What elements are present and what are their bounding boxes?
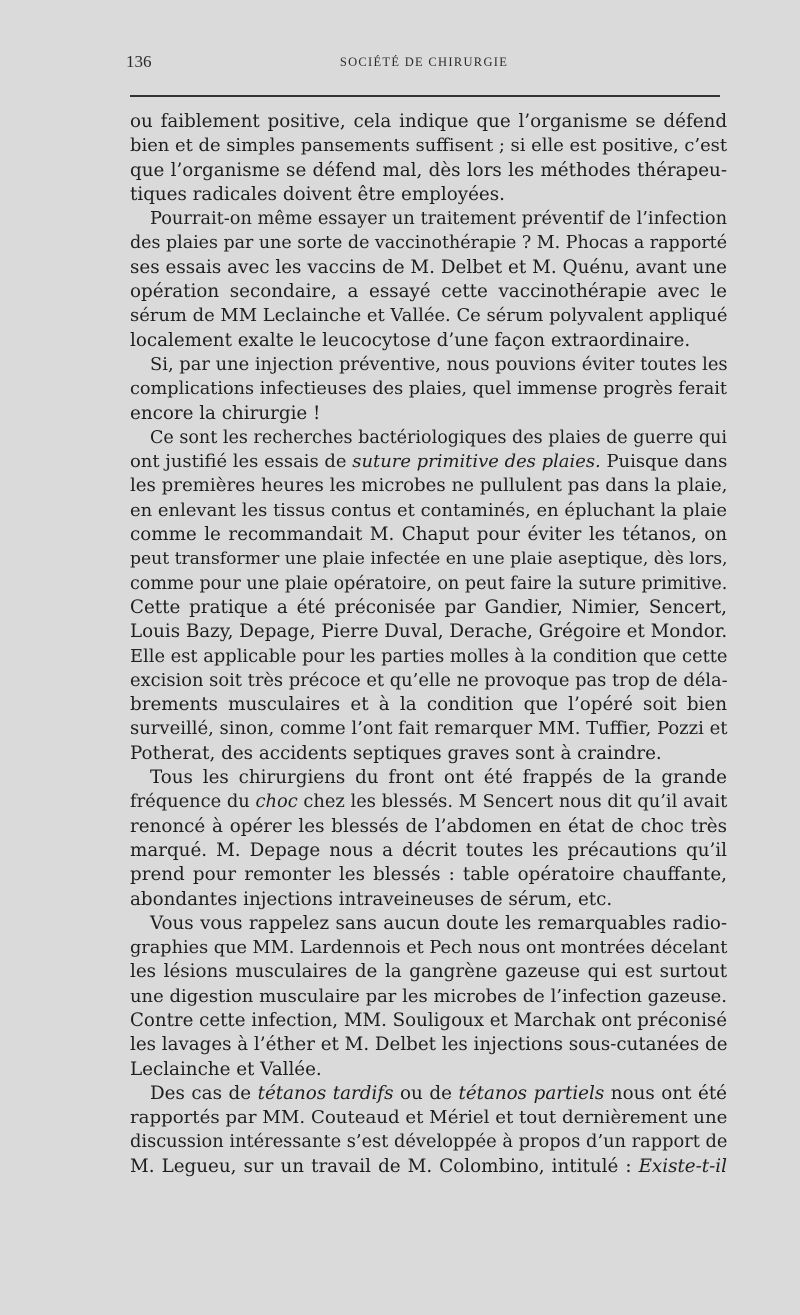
text-line: les premières heures les microbes ne pullulent pas dans la plaie, — [130, 475, 728, 497]
text-line: Leclainche et Vallée. — [130, 1058, 322, 1080]
text-line: rapportés par MM. Couteaud et Mériel et tout dernièrement une — [130, 1107, 728, 1129]
text-line: les lavages à l’éther et M. Delbet les injections sous-cutanées de — [130, 1034, 728, 1056]
text-line: excision soit très précoce et qu’elle ne provoque pas trop de déla- — [130, 669, 728, 691]
text-line: Vous vous rappelez sans aucun doute les remarquables radio- — [150, 912, 727, 934]
text-line: Louis Bazy, Depage, Pierre Duval, Derache, Grégoire et Mondor. — [130, 621, 728, 643]
running-title: SOCIÉTÉ DE CHIRURGIE — [339, 55, 509, 69]
text-line: surveillé, sinon, comme l’ont fait remarquer MM. Tuffier, Pozzi et — [130, 718, 728, 740]
text-line: complications infectieuses des plaies, quel immense progrès ferait — [130, 379, 727, 400]
text-line: comme le recommandait M. Chaput pour éviter les tétanos, on — [130, 524, 728, 546]
page-number: 136 — [126, 52, 152, 71]
text-line: brements musculaires et à la condition que l’opéré soit bien — [130, 694, 727, 716]
text-line: une digestion musculaire par les microbes de l’infection gazeuse. — [130, 985, 727, 1007]
text-line: sérum de MM Leclainche et Vallée. Ce sérum polyvalent appliqué — [130, 305, 728, 327]
text-line: fréquence du choc chez les blessés. M Sencert nous dit qu’il avait — [130, 791, 728, 813]
text-line: comme pour une plaie opératoire, on peut faire la suture primitive. — [130, 573, 728, 594]
text-line: prend pour remonter les blessés : table opératoire chauffante, — [130, 864, 727, 886]
text-line: ou faiblement positive, cela indique que l’organisme se défend — [130, 111, 728, 132]
text-line: Si, par une injection préventive, nous pouvions éviter toutes les — [150, 353, 728, 375]
text-line: les lésions musculaires de la gangrène gazeuse qui est surtout — [130, 961, 728, 983]
text-line: encore la chirurgie ! — [130, 402, 321, 424]
text-line: Elle est applicable pour les parties molles à la condition que cette — [130, 645, 728, 667]
text-line: M. Legueu, sur un travail de M. Colombino, intitulé : Existe-t-il — [130, 1155, 728, 1177]
text-line: discussion intéressante s’est développée à propos d’un rapport de — [130, 1131, 728, 1153]
text-line: renoncé à opérer les blessés de l’abdomen en état de choc très — [130, 815, 728, 837]
text-line: bien et de simples pansements suffisent ; si elle est positive, c’est — [130, 135, 728, 157]
text-line: abondantes injections intraveineuses de sérum, etc. — [130, 888, 613, 910]
text-line: marqué. M. Depage nous a décrit toutes les précautions qu’il — [130, 839, 727, 861]
text-line: Cette pratique a été préconisée par Gandier, Nimier, Sencert, — [130, 596, 727, 618]
text-line: peut transformer une plaie infectée en une plaie aseptique, dès lors, — [130, 549, 728, 570]
text-line: que l’organisme se défend mal, dès lors les méthodes thérapeu- — [130, 159, 727, 181]
text-line: localement exalte le leucocytose d’une façon extraordinaire. — [130, 329, 691, 351]
header-rule — [130, 95, 720, 97]
text-line: tiques radicales doivent être employées. — [130, 183, 505, 205]
text-line: ses essais avec les vaccins de M. Delbet et M. Quénu, avant une — [130, 256, 727, 278]
text-line: Des cas de tétanos tardifs ou de tétanos partiels nous ont été — [150, 1082, 727, 1104]
text-line: Pourrait-on même essayer un traitement préventif de l’infection — [150, 208, 728, 230]
text-line: en enlevant les tissus contus et contaminés, en épluchant la plaie — [130, 499, 727, 521]
text-line: Potherat, des accidents septiques graves sont à craindre. — [130, 742, 662, 764]
text-line: ont justifié les essais de suture primitive des plaies. Puisque dans — [130, 451, 728, 473]
body-text — [130, 110, 727, 1179]
text-line: Tous les chirurgiens du front ont été frappés de la grande — [150, 767, 727, 789]
text-line: opération secondaire, a essayé cette vaccinothérapie avec le — [130, 281, 727, 303]
text-line: graphies que MM. Lardennois et Pech nous ont montrées décelant — [130, 938, 728, 959]
text-line: Ce sont les recherches bactériologiques des plaies de guerre qui — [150, 427, 728, 448]
page-header — [126, 52, 722, 76]
text-line: Contre cette infection, MM. Souligoux et Marchak ont préconisé — [130, 1009, 727, 1031]
text-line: des plaies par une sorte de vaccinothérapie ? M. Phocas a rapporté — [130, 233, 728, 254]
